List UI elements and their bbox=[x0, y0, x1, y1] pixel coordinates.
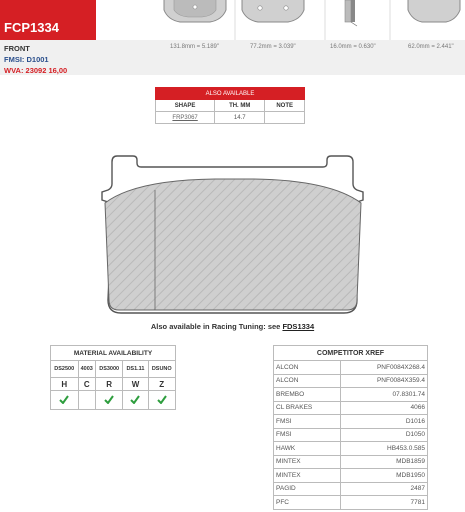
material-letter: H bbox=[51, 378, 79, 391]
competitor-brand: ALCON bbox=[274, 361, 341, 375]
pad-top-view-thumbnail[interactable] bbox=[408, 0, 460, 22]
material-letter: C bbox=[78, 378, 95, 391]
table-row bbox=[274, 361, 428, 375]
wva-number: WVA: 23092 16,00 bbox=[4, 66, 68, 75]
table-row bbox=[156, 112, 305, 124]
availability-cell bbox=[95, 391, 123, 410]
product-info-band bbox=[0, 40, 465, 75]
material-code: DSUNO bbox=[148, 361, 176, 378]
dimension-height: 77.2mm = 3.039" bbox=[250, 44, 296, 50]
table-row bbox=[274, 482, 428, 496]
table-row bbox=[274, 455, 428, 469]
material-code: DS2500 bbox=[51, 361, 79, 378]
competitor-xref-title: COMPETITOR XREF bbox=[274, 346, 428, 361]
product-header bbox=[0, 0, 465, 40]
competitor-xref-table bbox=[273, 345, 428, 510]
racing-tuning-link[interactable]: FDS1334 bbox=[282, 322, 315, 331]
competitor-reference: MDB1859 bbox=[341, 455, 428, 469]
competitor-reference: D1016 bbox=[341, 415, 428, 429]
competitor-brand: MINTEX bbox=[274, 469, 341, 483]
table-row bbox=[274, 415, 428, 429]
also-available-caption-row bbox=[156, 88, 305, 100]
competitor-reference: 7781 bbox=[341, 496, 428, 510]
material-availability-row bbox=[51, 391, 176, 410]
check-icon bbox=[59, 395, 69, 404]
also-available-header-row bbox=[156, 100, 305, 112]
material-letters-row bbox=[51, 378, 176, 391]
pad-back-view-thumbnail[interactable] bbox=[242, 0, 304, 22]
material-letter: W bbox=[123, 378, 148, 391]
material-code: 4003 bbox=[78, 361, 95, 378]
competitor-reference: D1050 bbox=[341, 428, 428, 442]
competitor-brand: BREMBO bbox=[274, 388, 341, 402]
table-row bbox=[274, 469, 428, 483]
table-row bbox=[274, 388, 428, 402]
also-available-title: ALSO AVAILABLE bbox=[156, 88, 305, 100]
table-row bbox=[274, 496, 428, 510]
shape-link[interactable]: FRP3067 bbox=[156, 112, 215, 124]
material-code: DS3000 bbox=[95, 361, 123, 378]
competitor-reference: 4066 bbox=[341, 401, 428, 415]
material-availability-table bbox=[50, 345, 176, 410]
pad-view-thumbnails bbox=[150, 0, 465, 40]
competitor-brand: ALCON bbox=[274, 374, 341, 388]
material-codes-row bbox=[51, 361, 176, 378]
competitor-reference: PNF0084X359.4 bbox=[341, 374, 428, 388]
dimension-length: 131.8mm = 5.189" bbox=[170, 44, 219, 50]
competitor-brand: FMSI bbox=[274, 415, 341, 429]
check-icon bbox=[130, 395, 140, 404]
product-code-bar bbox=[0, 0, 96, 40]
brake-pad-drawing bbox=[95, 150, 370, 320]
material-letter: Z bbox=[148, 378, 176, 391]
availability-cell bbox=[51, 391, 79, 410]
axle-position: FRONT bbox=[4, 44, 30, 53]
also-available-table bbox=[155, 87, 305, 124]
table-row bbox=[274, 374, 428, 388]
xref-title-row bbox=[274, 346, 428, 361]
dimension-thickness: 16.0mm = 0.630" bbox=[330, 44, 376, 50]
thickness-value: 14.7 bbox=[215, 112, 265, 124]
availability-cell bbox=[123, 391, 148, 410]
competitor-brand: HAWK bbox=[274, 442, 341, 456]
column-note: NOTE bbox=[265, 100, 305, 112]
fmsi-number: FMSI: D1001 bbox=[4, 55, 49, 64]
material-code: DS1.11 bbox=[123, 361, 148, 378]
availability-cell bbox=[78, 391, 95, 410]
competitor-brand: FMSI bbox=[274, 428, 341, 442]
table-row bbox=[274, 428, 428, 442]
material-availability-title: MATERIAL AVAILABILITY bbox=[51, 346, 176, 361]
table-row bbox=[274, 401, 428, 415]
competitor-brand: PAGID bbox=[274, 482, 341, 496]
table-row bbox=[274, 442, 428, 456]
check-icon bbox=[157, 395, 167, 404]
racing-tuning-note bbox=[0, 322, 465, 331]
column-thickness: TH. MM bbox=[215, 100, 265, 112]
check-icon bbox=[104, 395, 114, 404]
dimension-width: 62.0mm = 2.441" bbox=[408, 44, 454, 50]
material-letter: R bbox=[95, 378, 123, 391]
friction-material bbox=[105, 179, 361, 310]
column-shape: SHAPE bbox=[156, 100, 215, 112]
competitor-brand: MINTEX bbox=[274, 455, 341, 469]
racing-tuning-text: Also available in Racing Tuning: see bbox=[150, 322, 281, 331]
competitor-reference: 2487 bbox=[341, 482, 428, 496]
competitor-reference: PNF0084X268.4 bbox=[341, 361, 428, 375]
note-value bbox=[265, 112, 305, 124]
availability-cell bbox=[148, 391, 176, 410]
competitor-brand: CL BRAKES bbox=[274, 401, 341, 415]
competitor-brand: PFC bbox=[274, 496, 341, 510]
pad-side-view-thumbnail[interactable] bbox=[345, 0, 357, 26]
material-title-row bbox=[51, 346, 176, 361]
competitor-reference: 07.8301.74 bbox=[341, 388, 428, 402]
competitor-reference: MDB1950 bbox=[341, 469, 428, 483]
competitor-reference: HB453.0.585 bbox=[341, 442, 428, 456]
pad-front-view-thumbnail[interactable] bbox=[164, 0, 226, 22]
product-code: FCP1334 bbox=[4, 20, 59, 35]
